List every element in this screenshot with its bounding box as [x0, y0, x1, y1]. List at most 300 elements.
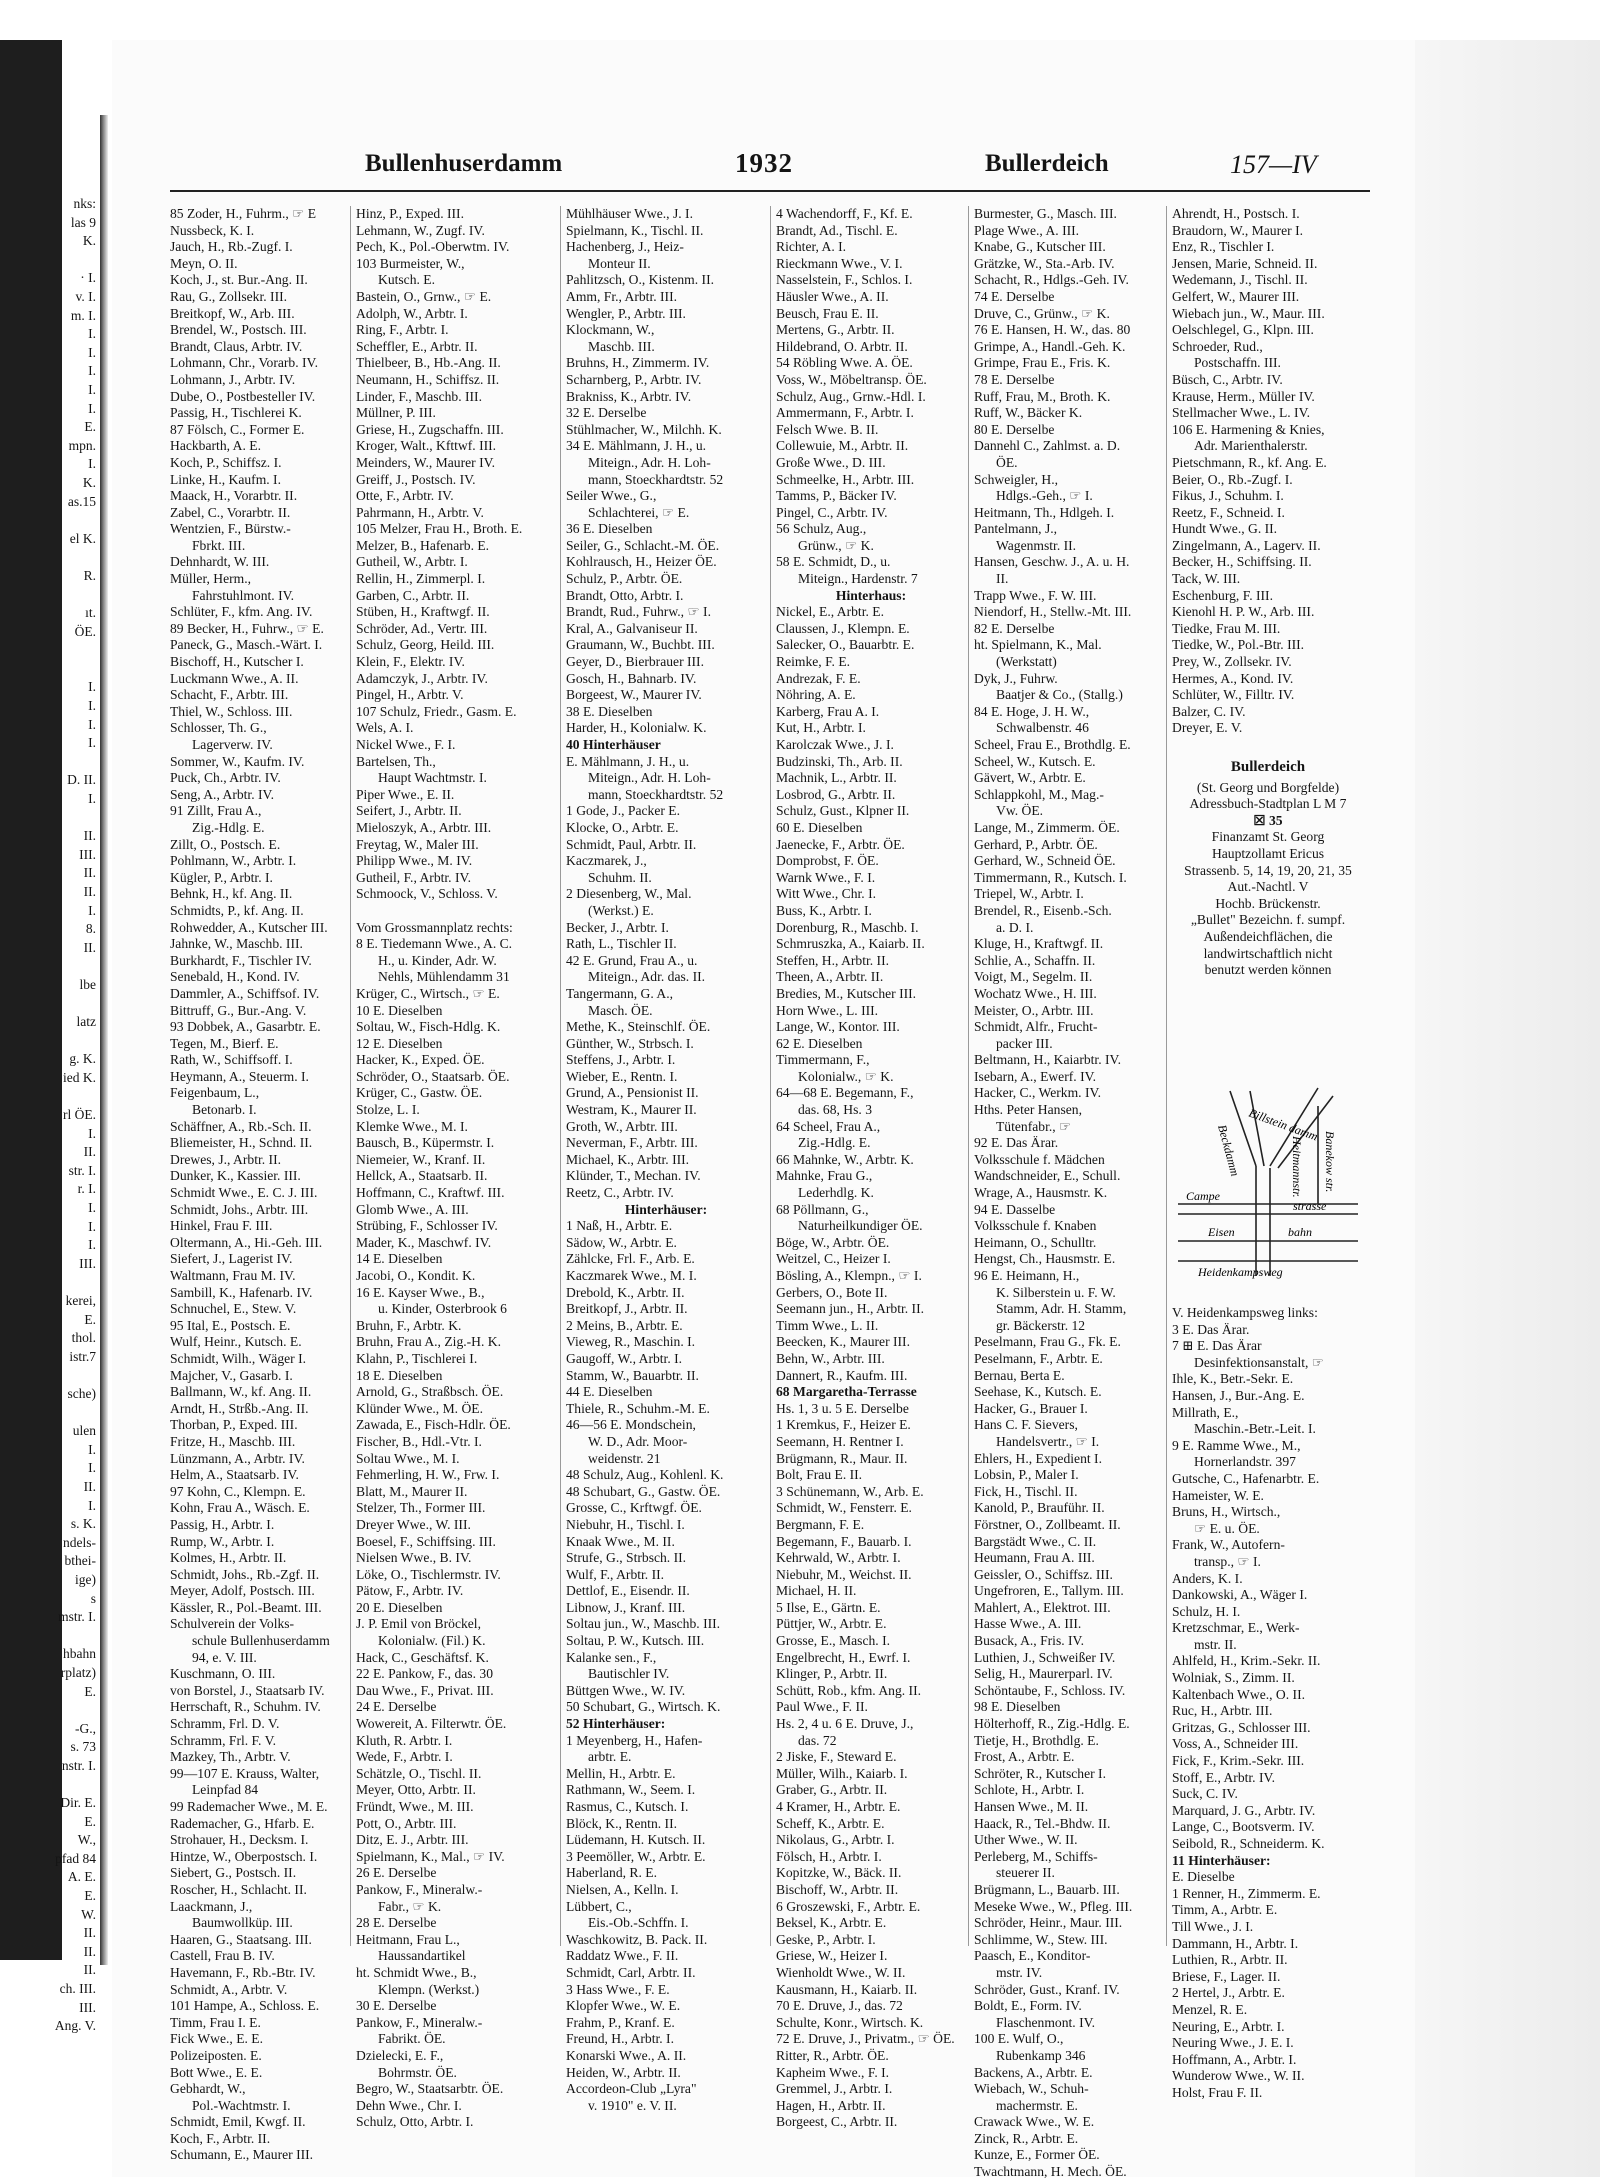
facing-page-line	[0, 251, 100, 270]
facing-page-line	[0, 1273, 100, 1292]
facing-page-line: str. I.	[68, 1162, 96, 1178]
column-divider	[560, 206, 561, 1946]
directory-entry: Plage Wwe., A. III.	[974, 222, 1080, 238]
directory-entry: Miteign., Hardenstr. 7	[798, 571, 918, 587]
directory-entry: Scheel, W., Kutsch. E.	[974, 753, 1096, 769]
directory-entry: 62 E. Dieselben	[776, 1035, 863, 1051]
directory-entry: Pätow, F., Arbtr. IV.	[356, 1583, 464, 1599]
directory-entry: Schulz, H. I.	[1172, 1603, 1241, 1619]
directory-entry: 106 E. Harmening & Knies,	[1172, 421, 1325, 437]
directory-entry: Kluth, R. Arbtr. I.	[356, 1732, 453, 1748]
directory-entry: 99—107 E. Krauss, Walter,	[170, 1765, 320, 1781]
directory-entry: Adressbuch-Stadtplan L M 7	[1189, 796, 1347, 812]
directory-entry: Schäffner, A., Rb.-Sch. II.	[170, 1118, 312, 1134]
directory-entry: Handelsvertr., ☞ I.	[996, 1433, 1100, 1449]
directory-entry: Maschb. III.	[588, 338, 655, 354]
directory-entry: 1 Kremkus, F., Heizer E.	[776, 1417, 911, 1433]
directory-entry: Nikolaus, G., Arbtr. I.	[776, 1832, 895, 1848]
directory-entry: Lehmann, W., Zugf. IV.	[356, 222, 485, 238]
facing-page-line: II.	[83, 939, 96, 955]
directory-entry: Förstner, O., Zollbeamt. II.	[974, 1516, 1121, 1532]
facing-page-line: R.	[83, 567, 96, 583]
directory-entry: Müller, Wilh., Kaiarb. I.	[776, 1765, 908, 1781]
directory-entry: Puck, Ch., Arbtr. IV.	[170, 770, 281, 786]
directory-entry: 68 Pöllmann, G.,	[776, 1201, 869, 1217]
directory-entry: Melzer, B., Hafenarb. E.	[356, 537, 490, 553]
directory-entry: Graumann, W., Buchbt. III.	[566, 637, 715, 653]
directory-entry: Hinterhaus:	[835, 587, 907, 603]
directory-entry: Ehlers, H., Expedient I.	[974, 1450, 1102, 1466]
directory-entry: Burmester, G., Masch. III.	[974, 206, 1117, 221]
map-label: Eisen	[1208, 1225, 1235, 1239]
directory-entry: Enz, R., Tischler I.	[1172, 239, 1275, 255]
directory-entry: Bastein, O., Grnw., ☞ E.	[356, 288, 492, 304]
directory-entry: Budzinski, Th., Arb. II.	[776, 753, 903, 769]
directory-entry: Fick Wwe., E. E.	[170, 2031, 263, 2047]
directory-entry: Frahm, P., Kranf. E.	[566, 2014, 675, 2030]
directory-entry: Lüdemann, H. Kutsch. II.	[566, 1832, 706, 1848]
directory-entry: Pech, K., Pol.-Oberwtm. IV.	[356, 239, 510, 255]
directory-entry: Hasse Wwe., A. III.	[974, 1616, 1082, 1632]
directory-entry: Hinz, P., Exped. III.	[356, 206, 464, 221]
facing-page-line	[0, 995, 100, 1014]
facing-page-line: I.	[88, 698, 96, 714]
directory-entry: Brandt, Otto, Arbtr. I.	[566, 587, 684, 603]
directory-entry: Löke, O., Tischlermstr. IV.	[356, 1566, 501, 1582]
directory-entry: Neuring, E., Arbtr. I.	[1172, 2018, 1285, 2034]
directory-entry: Stühlmacher, W., Milchh. K.	[566, 421, 722, 437]
directory-entry: 30 E. Derselbe	[356, 1998, 437, 2014]
directory-entry: Schlie, A., Schaffn. II.	[974, 952, 1096, 968]
directory-entry: Becker, H., Schiffsing. II.	[1172, 554, 1312, 570]
directory-entry: H., u. Kinder, Adr. W.	[378, 952, 497, 968]
directory-entry: Hagen, H., Arbtr. II.	[776, 2097, 886, 2113]
directory-entry: Sambill, K., Hafenarb. IV.	[170, 1284, 313, 1300]
directory-entry: 4 Wachendorff, F., Kf. E.	[776, 206, 913, 221]
directory-entry: Kolonialw. (Fil.) K.	[378, 1633, 486, 1649]
directory-entry: Schmidt, Carl, Arbtr. II.	[566, 1964, 696, 1980]
directory-entry: Fick, F., Krim.-Sekr. III.	[1172, 1753, 1305, 1769]
directory-entry: Scheff, K., Arbtr. E.	[776, 1815, 885, 1831]
directory-entry: 5 Ilse, E., Gärtn. E.	[776, 1599, 881, 1615]
directory-entry: 11 Hinterhäuser:	[1172, 1852, 1271, 1868]
directory-entry: Helm, A., Staatsarb. IV.	[170, 1467, 299, 1483]
directory-entry: Hack, C., Geschäftsf. K.	[356, 1649, 489, 1665]
directory-entry: Heimann, O., Schulltr.	[974, 1234, 1097, 1250]
directory-entry: Voigt, M., Segelm. II.	[974, 969, 1093, 985]
facing-page-line: bthei-	[64, 1553, 96, 1569]
directory-entry: Luthien, R., Arbtr. II.	[1172, 1952, 1288, 1968]
directory-entry: Libnow, J., Kranf. III.	[566, 1599, 686, 1615]
directory-entry: 40 Hinterhäuser	[566, 737, 661, 752]
directory-entry: Hölterhoff, R., Zig.-Hdlg. E.	[974, 1716, 1130, 1732]
directory-entry: Ungefroren, E., Tallym. III.	[974, 1583, 1124, 1599]
directory-entry: mann, Stoeckhardtstr. 52	[588, 471, 724, 487]
directory-entry: Nielsen Wwe., B. IV.	[356, 1550, 472, 1566]
directory-entry: Wentzien, F., Bürstw.-	[170, 521, 291, 537]
directory-entry: Rasmus, C., Kutsch. I.	[566, 1799, 689, 1814]
directory-entry: Gritzas, G., Schlosser III.	[1172, 1719, 1311, 1735]
directory-entry: Soltau, P. W., Kutsch. III.	[566, 1633, 705, 1649]
facing-page-line: lbe	[79, 976, 96, 992]
facing-page-line: ch. III.	[59, 1981, 96, 1996]
directory-entry: Lünzmann, A., Arbtr. IV.	[170, 1450, 305, 1466]
directory-entry: Vieweg, R., Maschin. I.	[566, 1334, 696, 1350]
directory-entry: Perleberg, M., Schiffs-	[974, 1848, 1098, 1864]
directory-entry: Twachtmann, H. Mech. ÖE.	[974, 2164, 1127, 2180]
facing-page-line: I.	[88, 1200, 96, 1216]
directory-entry: Wengler, P., Arbtr. III.	[566, 305, 686, 321]
directory-entry: Nickel, E., Arbtr. E.	[776, 604, 884, 620]
facing-page-line: I.	[88, 381, 96, 397]
facing-page-line: sche)	[67, 1386, 96, 1401]
directory-entry: Rieckmann Wwe., V. I.	[776, 255, 903, 271]
directory-entry: Hansen Wwe., M. II.	[974, 1799, 1089, 1814]
directory-entry: Tegen, M., Bierf. E.	[170, 1035, 279, 1051]
directory-entry: Karberg, Frau A. I.	[776, 703, 880, 719]
directory-entry: Grünw., ☞ K.	[798, 537, 874, 553]
facing-page-line: III.	[79, 1255, 96, 1271]
directory-entry: Kienohl H. P. W., Arb. III.	[1172, 604, 1315, 620]
directory-entry: Heitmann, Th., Hdlgeh. I.	[974, 504, 1115, 520]
directory-entry: Haupt Wachtmstr. I.	[378, 770, 487, 786]
directory-entry: 48 Schulz, Aug., Kohlenl. K.	[566, 1467, 724, 1483]
directory-entry: 84 E. Hoge, J. H. W.,	[974, 703, 1090, 719]
directory-entry: Stüben, H., Kraftwgf. II.	[356, 604, 490, 620]
column-6-lower	[1172, 1305, 1364, 2105]
directory-entry: Gebhardt, W.,	[170, 2081, 246, 2097]
facing-page-line	[0, 1775, 100, 1794]
directory-entry: 54 Röbling Wwe. A. ÖE.	[776, 355, 913, 371]
directory-entry: 14 E. Dieselben	[356, 1251, 443, 1267]
directory-entry: 2 Hertel, J., Arbtr. E.	[1172, 1985, 1285, 2001]
directory-entry: Meister, O., Arbtr. III.	[974, 1002, 1094, 1018]
directory-entry: Dannehl C., Zahlmst. a. D.	[974, 438, 1121, 454]
directory-entry: Frost, A., Arbtr. E.	[974, 1749, 1075, 1765]
directory-entry: Buss, K., Arbtr. I.	[776, 902, 872, 918]
directory-entry: Kretzschmar, E., Werk-	[1172, 1620, 1300, 1636]
directory-entry: Greiff, J., Postsch. IV.	[356, 471, 476, 487]
directory-entry: Brügmann, L., Bauarb. III.	[974, 1881, 1120, 1897]
directory-entry: 2 Diesenberg, W., Mal.	[566, 886, 692, 902]
directory-entry: Bolt, Frau E. II.	[776, 1467, 863, 1483]
directory-entry: Jaenecke, F., Arbtr. ÖE.	[776, 836, 905, 852]
directory-entry: Sommer, W., Kaufm. IV.	[170, 753, 305, 769]
directory-entry: 107 Schulz, Friedr., Gasm. E.	[356, 703, 517, 719]
directory-entry: Kroger, Walt., Kfttwf. III.	[356, 438, 497, 454]
directory-entry: Püttjer, W., Arbtr. E.	[776, 1616, 887, 1632]
directory-entry: Naturheilkundiger ÖE.	[798, 1218, 923, 1234]
directory-entry: 2 Jiske, F., Steward E.	[776, 1749, 897, 1765]
directory-entry: 68 Margaretha-Terrasse	[776, 1384, 917, 1400]
directory-entry: Hs. 2, 4 u. 6 E. Druve, J.,	[776, 1716, 914, 1732]
directory-entry: Heiden, W., Arbtr. II.	[566, 2064, 681, 2080]
header-left-street: Bullenhuserdamm	[365, 150, 563, 177]
directory-entry: Schlüter, F., kfm. Ang. IV.	[170, 604, 313, 620]
directory-entry: Wandschneider, E., Schull.	[974, 1168, 1121, 1184]
directory-entry: Rathmann, W., Seem. I.	[566, 1782, 696, 1798]
directory-entry: Beltmann, H., Kaiarbtr. IV.	[974, 1052, 1121, 1068]
directory-entry: mann, Stoeckhardtstr. 52	[588, 786, 724, 802]
directory-entry: Ditz, E. J., Arbtr. III.	[356, 1832, 469, 1848]
directory-entry: Kral, A., Galvaniseur II.	[566, 620, 698, 636]
directory-entry: Raddatz Wwe., F. II.	[566, 1948, 679, 1964]
header-rule	[170, 190, 1370, 192]
directory-entry: Knaak Wwe., M. II.	[566, 1533, 675, 1549]
directory-entry: Michael, K., Arbtr. III.	[566, 1151, 690, 1167]
directory-entry: Wochatz Wwe., H. III.	[974, 985, 1097, 1001]
directory-entry: Ihle, K., Betr.-Sekr. E.	[1172, 1371, 1294, 1387]
directory-entry: Dorenburg, R., Maschb. I.	[776, 919, 919, 935]
directory-entry: Groth, W., Arbtr. III.	[566, 1118, 678, 1134]
directory-entry: Jauch, H., Rb.-Zugf. I.	[170, 239, 293, 255]
facing-page-line: E.	[84, 1683, 96, 1699]
directory-entry: Dreyer, E. V.	[1172, 720, 1243, 736]
directory-entry: Castell, Frau B. IV.	[170, 1948, 275, 1964]
directory-entry: Thorban, P., Exped. III.	[170, 1417, 298, 1433]
directory-entry: Gosch, H., Bahnarb. IV.	[566, 670, 697, 686]
facing-page-line: E.	[84, 1888, 96, 1904]
directory-entry: Finanzamt St. Georg	[1211, 829, 1325, 845]
facing-page-line: el K.	[69, 530, 96, 546]
directory-entry: Stolze, L. I.	[356, 1102, 420, 1118]
directory-entry: Timm Wwe., L. II.	[776, 1317, 879, 1333]
directory-entry: Niebuhr, H., Tischl. I.	[566, 1516, 685, 1532]
directory-entry: Jacobi, O., Kondit. K.	[356, 1268, 476, 1283]
directory-entry: Meyer, Otto, Arbtr. II.	[356, 1782, 476, 1798]
directory-entry: Karolczak Wwe., J. I.	[776, 737, 894, 752]
facing-page-line	[0, 1701, 100, 1720]
directory-entry: arbtr. E.	[588, 1749, 632, 1765]
directory-entry: 103 Burmeister, W.,	[356, 255, 465, 271]
directory-entry: Schmidt, Alfr., Frucht-	[974, 1019, 1098, 1035]
directory-entry: Müller, Herm.,	[170, 571, 251, 587]
directory-entry: Krüger, C., Gastw. ÖE.	[356, 1085, 483, 1101]
facing-page-line: ige)	[75, 1571, 96, 1587]
directory-entry: Beusch, Frau E. II.	[776, 305, 879, 321]
column-divider	[350, 206, 351, 1946]
directory-entry: Wagenmstr. II.	[996, 537, 1077, 553]
directory-entry: 4 Kramer, H., Arbtr. E.	[776, 1799, 901, 1814]
directory-entry: Briese, F., Lager. II.	[1172, 1968, 1281, 1984]
directory-entry: Zig.-Hdlg. E.	[192, 819, 265, 835]
directory-entry: v. 1910" e. V. II.	[588, 2097, 677, 2113]
directory-entry: Hundt Wwe., G. II.	[1172, 521, 1278, 537]
directory-entry: Schmeelke, H., Arbtr. III.	[776, 471, 915, 487]
directory-entry: Steffens, J., Arbtr. I.	[566, 1052, 676, 1068]
directory-entry: Ruff, W., Bäcker K.	[974, 405, 1083, 421]
directory-entry: Feigenbaum, L.,	[170, 1085, 260, 1101]
directory-entry: Dammler, A., Schiffsof. IV.	[170, 985, 320, 1001]
directory-entry: Gutheil, W., Arbtr. I.	[356, 554, 468, 570]
directory-entry: Klünder, T., Mechan. IV.	[566, 1168, 701, 1184]
directory-entry: a. D. I.	[996, 919, 1034, 935]
directory-entry: Schmidt Wwe., E. C. J. III.	[170, 1185, 318, 1201]
directory-entry: Drebold, K., Arbtr. II.	[566, 1284, 685, 1300]
directory-entry: J. P. Emil von Bröckel,	[356, 1616, 481, 1632]
directory-entry: Desinfektionsanstalt, ☞	[1194, 1354, 1324, 1370]
directory-entry: Rademacher, G., Hfarb. E.	[170, 1815, 315, 1831]
directory-entry: Zig.-Hdlg. E.	[798, 1135, 871, 1151]
directory-entry: Millrath, E.,	[1172, 1404, 1239, 1420]
directory-entry: Schacht, F., Arbtr. III.	[170, 687, 289, 703]
directory-entry: Fahrstuhlmont. IV.	[192, 587, 295, 603]
facing-page-line: II.	[83, 883, 96, 899]
directory-entry: Engelbrecht, H., Ewrf. I.	[776, 1649, 911, 1665]
directory-entry: Thielbeer, B., Hb.-Ang. II.	[356, 355, 501, 371]
directory-entry: Uther Wwe., W. II.	[974, 1832, 1078, 1848]
directory-entry: Peselmann, F., Arbtr. E.	[974, 1350, 1103, 1366]
facing-page-line: II.	[83, 1478, 96, 1494]
directory-entry: Nehls, Mühlendamm 31	[378, 969, 510, 985]
directory-entry: Gremmel, J., Arbtr. I.	[776, 2081, 893, 2097]
directory-entry: Dube, O., Postbesteller IV.	[170, 388, 316, 404]
facing-page-line	[0, 548, 100, 567]
directory-entry: ☞ E. u. ÖE.	[1194, 1520, 1260, 1536]
directory-entry: Pantelmann, J.,	[974, 521, 1058, 537]
directory-entry: Waschkowitz, B. Pack. II.	[566, 1931, 708, 1947]
directory-entry: Behnk, H., kf. Ang. II.	[170, 886, 293, 902]
directory-entry: Klockmann, W.,	[566, 322, 655, 338]
directory-entry: Große Wwe., D. III.	[776, 454, 886, 470]
facing-page-line: E.	[84, 1311, 96, 1327]
facing-page-line: rl ÖE.	[63, 1107, 96, 1123]
directory-entry: Schmidt, Paul, Arbtr. II.	[566, 836, 697, 852]
directory-entry: Gävert, W., Arbtr. E.	[974, 770, 1086, 786]
directory-entry: Hans C. F. Sievers,	[974, 1417, 1078, 1433]
directory-entry: Nasselstein, F., Schlos. I.	[776, 272, 913, 288]
directory-entry: Bittruff, G., Bur.-Ang. V.	[170, 1002, 307, 1018]
directory-entry: Claussen, J., Klempn. E.	[776, 620, 910, 636]
directory-entry: Schmidt, Johs., Arbtr. III.	[170, 1201, 309, 1217]
facing-page-line: I.	[88, 456, 96, 472]
directory-entry: Klein, F., Elektr. IV.	[356, 654, 465, 670]
directory-entry: Hellck, A., Staatsarb. II.	[356, 1168, 488, 1184]
directory-entry: Rath, W., Schiffsoff. I.	[170, 1052, 293, 1068]
directory-entry: Westram, K., Maurer II.	[566, 1102, 697, 1118]
directory-entry: Borgeest, W., Maurer IV.	[566, 687, 702, 703]
facing-page-line: hbahn	[63, 1646, 96, 1662]
directory-entry: 8 E. Tiedemann Wwe., A. C.	[356, 936, 513, 952]
directory-entry: Becker, J., Arbtr. I.	[566, 919, 669, 935]
directory-entry: Schlosser, Th. G.,	[170, 720, 267, 736]
directory-entry: 12 E. Dieselben	[356, 1035, 443, 1051]
directory-entry: (St. Georg und Borgfelde)	[1196, 779, 1340, 795]
facing-page-line: A. E.	[67, 1869, 96, 1885]
directory-entry: Bartelsen, Th.,	[356, 753, 436, 769]
directory-entry: Soltau jun., W., Maschb. III.	[566, 1616, 721, 1632]
directory-entry: 26 E. Derselbe	[356, 1865, 437, 1881]
facing-page-line: I.	[88, 326, 96, 342]
directory-entry: Senebald, H., Kond. IV.	[170, 969, 300, 985]
directory-entry: Oltermann, A., Hi.-Geh. III.	[170, 1234, 323, 1250]
directory-entry: Stamm, W., Bauarbtr. II.	[566, 1367, 699, 1383]
directory-entry: Heumann, Frau A. III.	[974, 1550, 1095, 1566]
directory-entry: 3 Hass Wwe., F. E.	[566, 1981, 670, 1997]
directory-entry: 92 E. Das Ärar.	[974, 1135, 1059, 1151]
directory-entry: Drewes, J., Arbtr. II.	[170, 1151, 281, 1167]
directory-entry: Schulte, Konr., Wirtsch. K.	[776, 2014, 924, 2030]
directory-entry: 97 Kohn, C., Klempn. E.	[170, 1483, 306, 1499]
directory-entry: 6 Groszewski, F., Arbtr. E.	[776, 1898, 921, 1914]
facing-page-line: II.	[83, 1943, 96, 1959]
facing-page-line: g. K.	[69, 1051, 96, 1067]
directory-entry: Mahlert, A., Elektrot. III.	[974, 1599, 1111, 1615]
facing-page-line: I.	[88, 400, 96, 416]
directory-entry: Hinkel, Frau F. III.	[170, 1218, 273, 1234]
directory-entry: 28 E. Derselbe	[356, 1915, 437, 1931]
directory-entry: Müllner, P. III.	[356, 405, 436, 421]
directory-entry: E. Mählmann, J. H., u.	[566, 753, 690, 769]
directory-entry: Dunker, K., Kassier. III.	[170, 1168, 301, 1184]
directory-entry: Schmruszka, A., Kaiarb. II.	[776, 936, 925, 952]
directory-entry: Gerhard, W., Schneid ÖE.	[974, 853, 1116, 869]
directory-entry: Kolonialw., ☞ K.	[798, 1068, 894, 1084]
directory-entry: Hdlgs.-Geh., ☞ I.	[996, 488, 1093, 504]
directory-entry: Seemann, H. Rentner I.	[776, 1433, 904, 1449]
directory-entry: Schulz, P., Arbtr. ÖE.	[566, 571, 683, 587]
directory-entry: Selig, H., Maurerparl. IV.	[974, 1666, 1113, 1682]
directory-entry: 48 Schubart, G., Gastw. ÖE.	[566, 1483, 721, 1499]
directory-entry: Luthien, J., Schweißer IV.	[974, 1649, 1116, 1665]
facing-page-line: II.	[83, 1962, 96, 1978]
directory-entry: Spielmann, K., Mal., ☞ IV.	[356, 1848, 505, 1864]
directory-entry: 20 E. Dieselben	[356, 1599, 443, 1615]
directory-entry: Bruns, H., Wirtsch.,	[1172, 1504, 1281, 1520]
directory-entry: Voss, W., Möbeltransp. ÖE.	[776, 371, 927, 387]
directory-entry: Rath, L., Tischler II.	[566, 936, 677, 952]
directory-entry: Dannert, R., Kaufm. III.	[776, 1367, 908, 1383]
directory-entry: 3 Schünemann, W., Arb. E.	[776, 1483, 924, 1499]
directory-entry: Masch. ÖE.	[588, 1002, 653, 1018]
directory-entry: 1 Renner, H., Zimmerm. E.	[1172, 1885, 1321, 1901]
facing-page-line: ied K.	[63, 1069, 96, 1085]
directory-entry: Reetz, F., Schneid. I.	[1172, 504, 1285, 520]
directory-entry: Grosse, E., Masch. I.	[776, 1633, 891, 1649]
directory-entry: Scheffler, E., Arbtr. II.	[356, 338, 478, 354]
directory-entry: Mühlhäuser Wwe., J. I.	[566, 206, 693, 221]
directory-entry: Paneck, G., Masch.-Wärt. I.	[170, 637, 323, 653]
facing-page-line: latz	[76, 1014, 96, 1030]
directory-entry: 100 E. Wulf, O.,	[974, 2031, 1064, 2047]
directory-entry: Otte, F., Arbtr. IV.	[356, 488, 454, 504]
directory-entry: Schöntaube, F., Schloss. IV.	[974, 1682, 1126, 1698]
directory-entry: Rellin, H., Zimmerpl. I.	[356, 571, 486, 587]
directory-entry: Brendel, W., Postsch. III.	[170, 322, 307, 338]
directory-entry: Nielsen, A., Kelln. I.	[566, 1881, 679, 1897]
directory-entry: Strübing, F., Schlosser IV.	[356, 1218, 498, 1234]
directory-entry: Laackmann, J.,	[170, 1898, 253, 1914]
facing-page-line	[0, 957, 100, 976]
facing-page-line: I.	[88, 791, 96, 806]
directory-entry: Ballmann, W., kf. Ang. II.	[170, 1384, 312, 1400]
directory-entry: Scheel, Frau E., Brothdlg. E.	[974, 737, 1131, 752]
directory-entry: Vom Grossmannplatz rechts:	[356, 919, 513, 935]
directory-entry: Schlappkohl, M., Mag.-	[974, 786, 1104, 802]
directory-entry: Fabrikt. ÖE.	[378, 2031, 446, 2047]
directory-entry: Dehn Wwe., Chr. I.	[356, 2097, 462, 2113]
facing-page-line: r. I.	[77, 1181, 96, 1197]
directory-entry: Schmidt, A., Arbtr. V.	[170, 1981, 288, 1997]
directory-entry: Maschin.-Betr.-Leit. I.	[1194, 1421, 1316, 1437]
directory-entry: Wienholdt Wwe., W. II.	[776, 1964, 906, 1980]
directory-entry: Büttgen Wwe., W. IV.	[566, 1682, 686, 1698]
facing-page-line: ulen	[72, 1423, 96, 1439]
facing-page-line: I.	[88, 716, 96, 732]
facing-page-line: s. K.	[70, 1516, 96, 1532]
facing-page-line: I.	[88, 679, 96, 695]
directory-entry: Siefert, J., Lagerist IV.	[170, 1251, 293, 1267]
